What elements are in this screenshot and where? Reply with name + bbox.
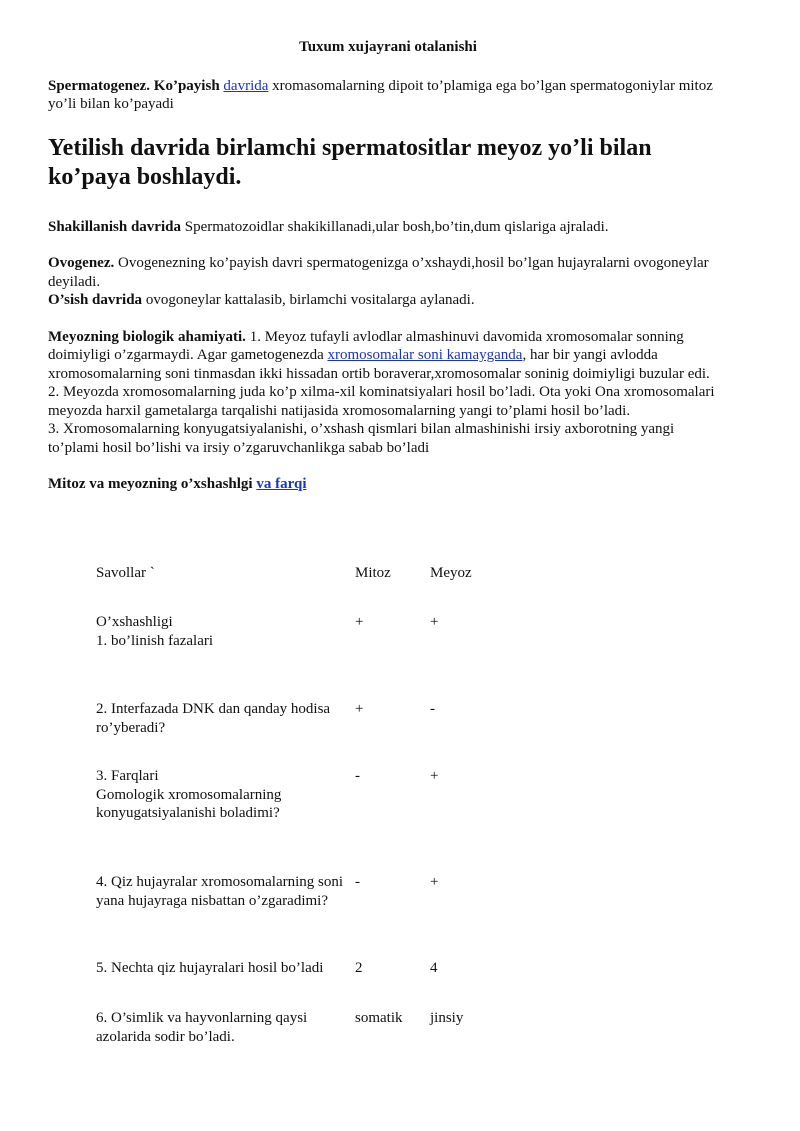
- header-meyoz: Meyoz: [430, 565, 472, 581]
- xromosomalar-soni-link[interactable]: xromosomalar soni kamayganda: [327, 347, 523, 363]
- document-page: [48, 38, 728, 494]
- question-text-2: 1. bo’linish fazalari: [96, 632, 214, 649]
- spermatogenez-text: xromasomalarning dipoit to’plamiga ega bo’lgan spermatogoniylar mitoz yo’li bilan ko’payadi: [48, 77, 713, 112]
- header-mitoz: Mitoz: [355, 565, 391, 581]
- question-cell: 6. O’simlik va hayvonlarning qaysi azolarida sodir bo’ladi.: [96, 1010, 308, 1045]
- question-text: 3. Farqlari: [96, 768, 159, 784]
- osish-text: ovogoneylar kattalasib, birlamchi vositalarga aylanadi.: [145, 292, 475, 308]
- table-row: [96, 1009, 530, 1046]
- spermatogenez-paragraph: [48, 77, 728, 114]
- question-cell: [96, 613, 355, 700]
- meyoz-cell: -: [430, 701, 435, 717]
- mitoz-cell: -: [355, 874, 360, 890]
- osish-label: O’sish davrida: [48, 292, 143, 308]
- mitoz-cell: +: [355, 614, 364, 630]
- shakillanish-text: Spermatozoidlar shakikillanadi,ular bosh,bo’tin,dum qislariga ajraladi.: [184, 218, 609, 235]
- meyoz-ahamiyati-paragraph-3: 3. Xromosomalarning konyugatsiyalanishi, o’xshash qismlari bilan almashinishi irsiy axborotning yangi to’plami hosil bo’lishi va irsiy o’zgaruvchanlikga sabab bo’ladi: [48, 421, 675, 456]
- header-savollar: Savollar `: [96, 565, 155, 581]
- table-row: [96, 959, 530, 1009]
- question-cell: 4. Qiz hujayralar xromosomalarning soni yana hujayraga nisbattan o’zgaradimi?: [96, 874, 344, 909]
- table-row: [96, 873, 530, 959]
- ovogenez-text: Ovogenezning ko’payish davri spermatogenizga o’xshaydi,hosil bo’lgan hujayralarni ovogoneylar: [117, 255, 709, 271]
- shakillanish-label: Shakillanish davrida: [48, 218, 181, 235]
- meyoz-cell: jinsiy: [430, 1010, 464, 1026]
- meyoz-ahamiyati-paragraph-1: [48, 328, 728, 384]
- spermatogenez-label: Spermatogenez. Ko’payish: [48, 77, 220, 94]
- meyoz-ahamiyati-paragraph-2: 2. Meyozda xromosomalarning juda ko’p xilma-xil kominatsiyalari hosil bo’ladi. Ota yoki Ona xromosomalari meyozda harxil gametalarga tarqalishi natijasida xromosomalarning yangi to’plami hosil bo’ladi.: [48, 384, 715, 419]
- ovogenez-label: Ovogenez.: [48, 255, 115, 271]
- meyoz-ahamiyati-label: Meyozning biologik ahamiyati.: [48, 328, 246, 345]
- meyoz-ahamiyati-text-1b: , har bir yangi avlodda xromosomalarning soni tinmasdan ikki hissadan ortib boraverar,xromosomalar soninig doimiyligi buzular edi.: [48, 347, 710, 382]
- osish-paragraph: [48, 291, 728, 310]
- question-text: O’xshashligi: [96, 614, 173, 630]
- shakillanish-paragraph: [48, 218, 728, 237]
- table-row: [96, 767, 530, 873]
- table-row: [96, 700, 530, 767]
- meyoz-cell: 4: [430, 960, 438, 976]
- table-header-row: [96, 564, 530, 613]
- mitoz-cell: 2: [355, 960, 363, 976]
- ovogenez-paragraph: [48, 254, 728, 291]
- va-farqi-link-text: va farqi: [256, 476, 307, 492]
- document-title: Tuxum xujayrani otalanishi: [299, 39, 477, 55]
- meyoz-cell: +: [430, 614, 439, 630]
- meyoz-cell: +: [430, 768, 439, 784]
- meyoz-ahamiyati-text-1: 1. Meyoz tufayli avlodlar almashinuvi davomida xromosomalar sonning doimiyligi o’zgarmaydi. Agar gametogenezda: [48, 328, 684, 363]
- davrida-link[interactable]: davrida: [223, 77, 269, 94]
- mitoz-cell: somatik: [355, 1010, 403, 1026]
- mitoz-cell: +: [355, 701, 364, 717]
- table-row: [96, 613, 530, 700]
- yetilish-heading: Yetilish davrida birlamchi spermatositlar meyoz yo’li bilan ko’paya boshlaydi.: [48, 134, 652, 190]
- comparison-table: [96, 564, 530, 1046]
- meyoz-cell: +: [430, 874, 439, 890]
- va-farqi-link[interactable]: [256, 476, 306, 492]
- question-cell: 5. Nechta qiz hujayralari hosil bo’ladi: [96, 960, 324, 976]
- mitoz-meyoz-heading: [48, 475, 728, 494]
- question-cell: 2. Interfazada DNK dan qanday hodisa ro’yberadi?: [96, 701, 331, 736]
- ovogenez-text-2: deyiladi.: [48, 273, 101, 290]
- mitoz-cell: -: [355, 768, 360, 784]
- mitoz-meyoz-label: Mitoz va meyozning o’xshashlgi: [48, 476, 253, 492]
- question-cell: [96, 767, 355, 873]
- question-text-2: Gomologik xromosomalarning konyugatsiyalanishi boladimi?: [96, 786, 282, 821]
